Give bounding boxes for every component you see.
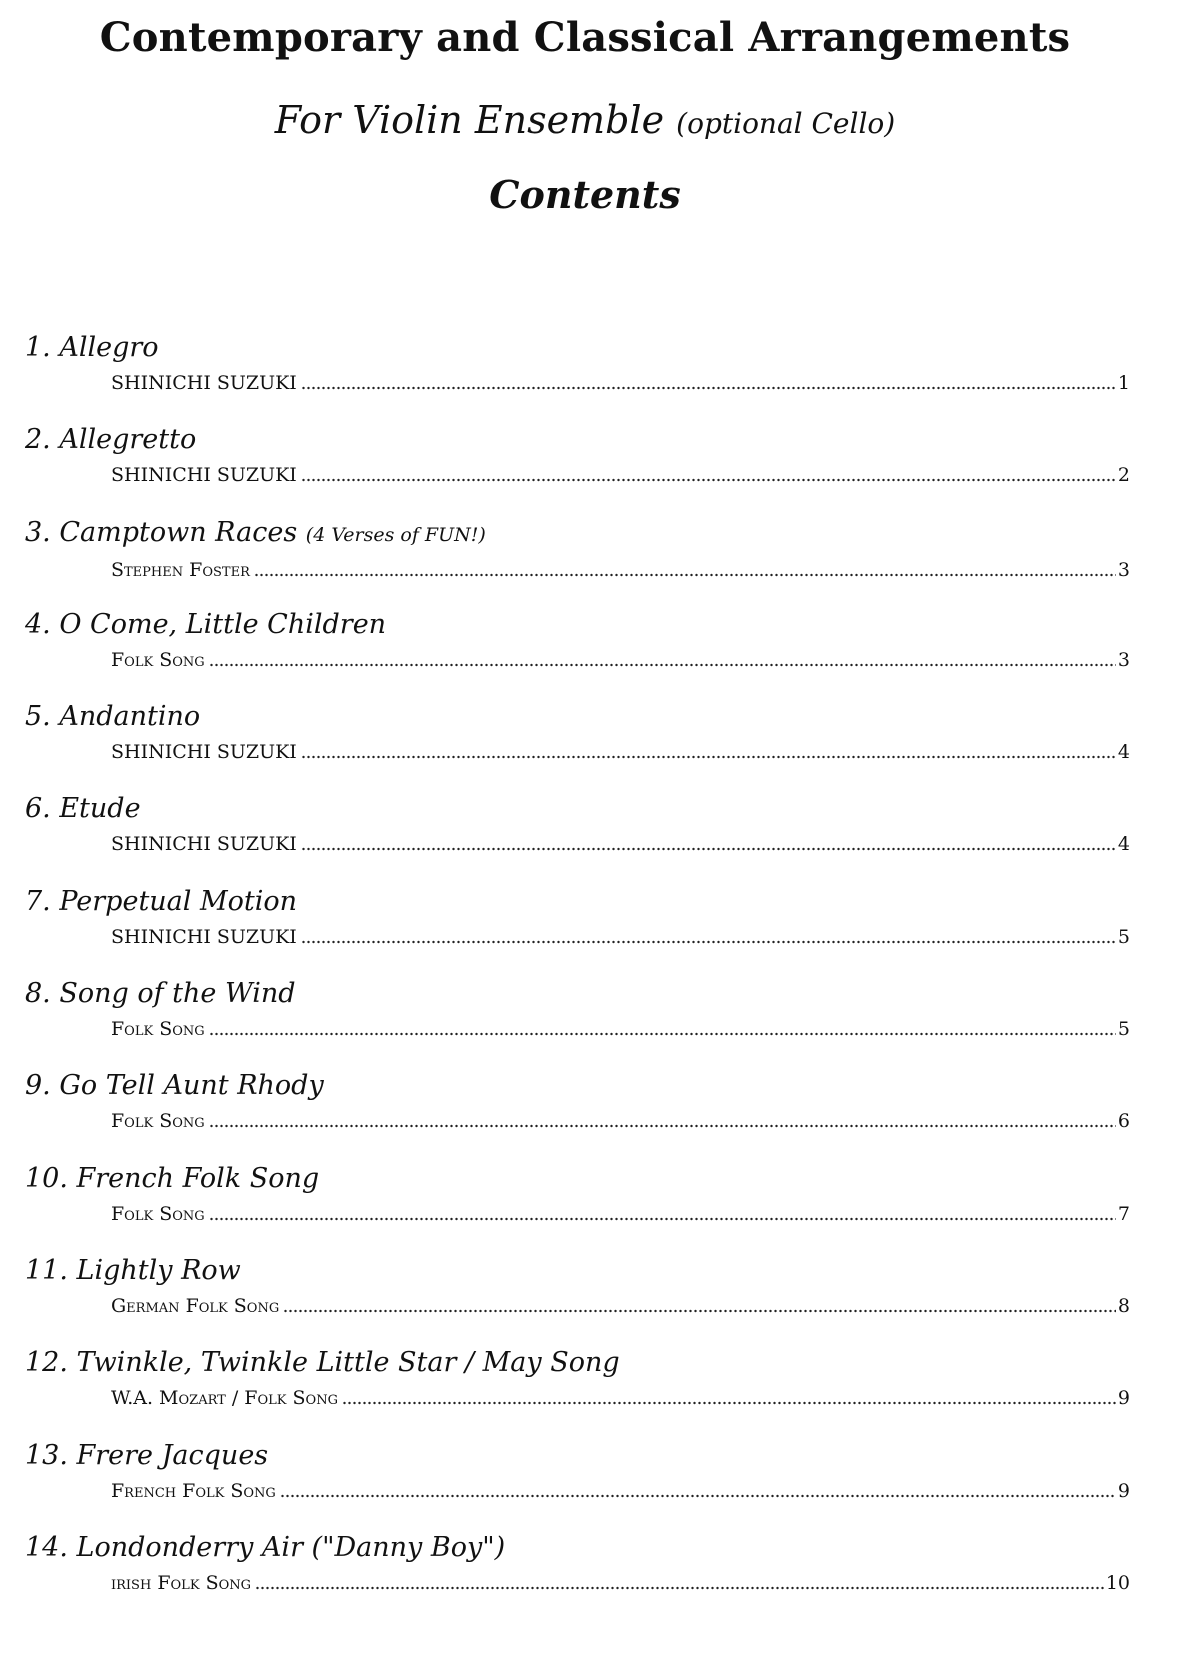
entry-line [111,1385,1130,1411]
entry-line [111,739,1130,765]
entry-title [25,1253,1130,1289]
entry-line [111,1016,1130,1042]
subtitle-text: For Violin Ensemble [274,98,665,142]
entry-title-text: 13. Frere Jacques [25,1439,269,1471]
entry-composer: Stephen Foster [111,558,250,581]
toc-entry [25,976,1130,1068]
dot-leader [255,1585,1104,1591]
toc-entry [25,515,1130,607]
entry-page-number: 8 [1117,1294,1130,1317]
entry-page-number: 9 [1117,1479,1130,1502]
entry-title [25,607,1130,643]
entry-composer: Folk Song [111,1202,205,1225]
dot-leader [301,846,1116,852]
subtitle-note: (optional Cello) [676,107,896,140]
entry-page-number: 10 [1105,1571,1130,1594]
entry-page-number: 6 [1117,1110,1130,1133]
dot-leader [301,939,1116,945]
entry-title [25,1068,1130,1104]
entry-title-text: 9. Go Tell Aunt Rhody [25,1070,324,1102]
entry-title [25,515,1130,553]
entry-title [25,422,1130,458]
dot-leader [342,1400,1116,1406]
entry-composer: W.A. Mozart / Folk Song [111,1387,338,1410]
entry-title-text: 12. Twinkle, Twinkle Little Star / May Song [25,1347,620,1379]
entry-page-number: 4 [1117,833,1130,856]
entry-page-number: 1 [1117,372,1130,394]
toc-entry [25,699,1130,791]
entry-title [25,330,1130,366]
toc-entry [25,422,1130,514]
entry-page-number: 5 [1117,1018,1130,1041]
entry-page-number: 2 [1117,464,1130,487]
toc-entry [25,1253,1130,1345]
entry-composer: SHINICHI SUZUKI [111,741,297,764]
toc-entry [25,1438,1130,1530]
entry-composer: SHINICHI SUZUKI [111,833,297,856]
toc-entry [25,1068,1130,1160]
entry-composer: Folk Song [111,1110,205,1133]
entry-title-text: 14. Londonderry Air ("Danny Boy") [25,1531,506,1563]
entry-title-text: 3. Camptown Races [25,516,298,548]
dot-leader [301,385,1116,391]
entry-composer: SHINICHI SUZUKI [111,372,297,394]
entry-composer: SHINICHI SUZUKI [111,925,297,948]
dot-leader [209,662,1116,668]
contents-heading: Contents [489,172,681,217]
entry-title [25,1161,1130,1197]
entry-line [111,462,1130,488]
entry-title-text: 4. O Come, Little Children [25,608,387,640]
dot-leader [301,477,1116,483]
entry-composer: irish Folk Song [111,1571,251,1594]
dot-leader [280,1493,1116,1499]
entry-composer: SHINICHI SUZUKI [111,464,297,487]
entry-line [111,370,1130,396]
entry-page-number: 7 [1117,1202,1130,1225]
entry-title-text: 6. Etude [25,793,141,825]
document-title: Contemporary and Classical Arrangements [99,14,1071,61]
entry-line [111,647,1130,673]
toc-entry [25,884,1130,976]
entry-line [111,1293,1130,1319]
entry-title [25,1438,1130,1474]
entry-title [25,791,1130,827]
toc-entry [25,1161,1130,1253]
entry-title [25,884,1130,920]
entry-title-text: 5. Andantino [25,701,201,733]
dot-leader [209,1031,1116,1037]
entry-page-number: 4 [1117,741,1130,764]
document-subtitle [0,98,1170,142]
entry-title-text: 11. Lightly Row [25,1254,241,1286]
entry-page-number: 3 [1117,558,1130,581]
entry-line [111,557,1130,583]
entry-page-number: 5 [1117,925,1130,948]
dot-leader [209,1216,1116,1222]
entry-title-text: 2. Allegretto [25,424,197,456]
toc-entry [25,330,1130,422]
entry-title [25,1345,1130,1381]
dot-leader [301,754,1116,760]
entry-composer: Folk Song [111,648,205,671]
entry-composer: German Folk Song [111,1294,280,1317]
entry-title [25,1530,1130,1566]
toc-entry [25,791,1130,883]
entry-title-note: (4 Verses of FUN!) [305,523,486,546]
entry-line [111,1478,1130,1504]
entry-line [111,1108,1130,1134]
dot-leader [254,572,1116,578]
entry-page-number: 3 [1117,648,1130,671]
entry-title-text: 8. Song of the Wind [25,978,296,1010]
entry-title-text: 10. French Folk Song [25,1162,320,1194]
entry-title-text: 1. Allegro [25,332,159,363]
entry-composer: French Folk Song [111,1479,276,1502]
entry-title [25,976,1130,1012]
dot-leader [209,1123,1116,1129]
entry-line [111,1201,1130,1227]
entry-line [111,831,1130,857]
toc-entry [25,1345,1130,1437]
entry-title [25,699,1130,735]
entry-title-text: 7. Perpetual Motion [25,885,298,917]
entry-line [111,1570,1130,1596]
table-of-contents [25,330,1130,1622]
entry-composer: Folk Song [111,1018,205,1041]
toc-entry [25,607,1130,699]
entry-page-number: 9 [1117,1387,1130,1410]
dot-leader [283,1308,1116,1314]
toc-entry [25,1530,1130,1622]
entry-line [111,924,1130,950]
